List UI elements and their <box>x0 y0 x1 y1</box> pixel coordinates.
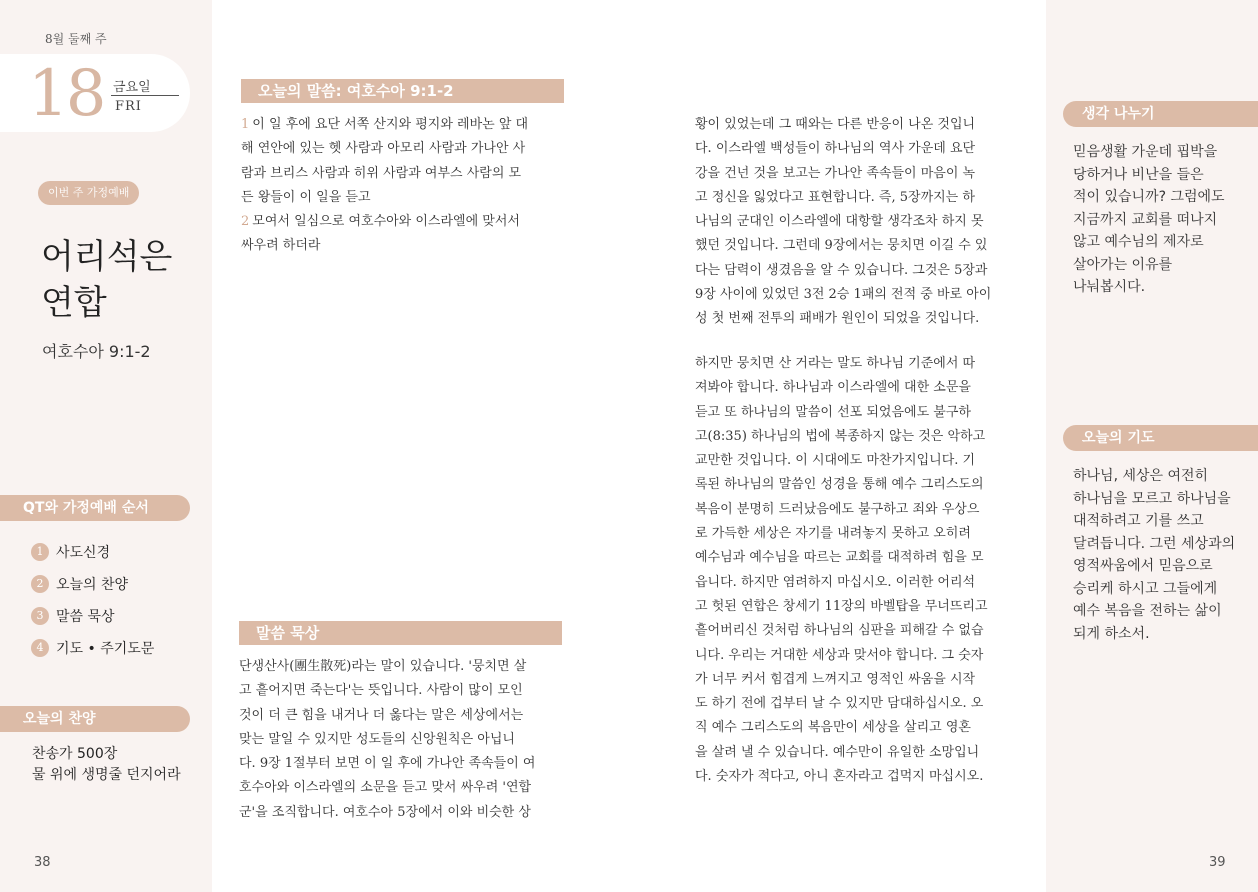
verse-number: 1 <box>241 117 250 132</box>
share-line: 당하거나 비난을 들은 <box>1073 166 1204 183</box>
prayer-line: 대적하려고 기를 쓰고 <box>1073 513 1204 529</box>
order-item <box>31 606 115 626</box>
prayer-line: 달려듭니다. 그런 세상과의 <box>1073 535 1236 552</box>
page-number-left: 38 <box>34 855 51 870</box>
meditation-line: 다. 9장 1절부터 보면 이 일 후에 가나안 족속들이 여 <box>239 756 536 772</box>
meditation-line: 가 너무 커서 힘겹게 느껴지고 영적인 싸움을 시작 <box>695 671 976 687</box>
meditation-line: 고 헛된 연합은 창세기 11장의 바벨탑을 무너뜨리고 <box>695 598 988 614</box>
meditation-line: 다. 숫자가 적다고, 아니 혼자라고 겁먹지 마십시오. <box>695 769 984 785</box>
share-line: 믿음생활 가운데 핍박을 <box>1073 144 1218 160</box>
share-line: 살아가는 이유를 <box>1073 256 1173 273</box>
date-divider <box>111 95 179 96</box>
day-of-week-korean: 금요일 <box>113 80 151 95</box>
order-item-label: 말씀 묵상 <box>56 609 115 625</box>
order-number-badge: 2 <box>31 575 49 593</box>
scripture-text <box>241 113 564 259</box>
prayer-line: 예수 복음을 전하는 삶이 <box>1073 603 1222 619</box>
meditation-column-1 <box>239 655 564 825</box>
meditation-column-2-para-2 <box>695 352 1017 789</box>
prayer-line: 되게 하소서. <box>1073 625 1150 642</box>
prayer-line: 하나님, 세상은 여전히 <box>1073 468 1209 484</box>
meditation-line: 성 첫 번째 전투의 패배가 원인이 되었을 것입니다. <box>695 311 980 327</box>
share-line: 지금까지 교회를 떠나지 <box>1073 211 1218 228</box>
meditation-line: 강을 건넌 것을 보고는 가나안 족속들이 마음이 녹 <box>695 165 976 181</box>
verse-line: 싸우려 하더라 <box>241 238 321 254</box>
hymn-text <box>32 744 181 786</box>
meditation-column-2-para-1 <box>695 113 1017 332</box>
meditation-line: 고 흩어지면 죽는다'는 뜻입니다. 사람이 많이 모인 <box>239 683 523 699</box>
meditation-line: 하지만 뭉치면 산 거라는 말도 하나님 기준에서 따 <box>695 356 976 371</box>
prayer-text <box>1073 465 1235 645</box>
meditation-line: 로 가득한 세상은 자기를 내려놓지 못하고 오히려 <box>695 526 971 542</box>
meditation-line: 했던 것입니다. 그런데 9장에서는 뭉치면 이길 수 있 <box>695 238 988 254</box>
order-item-label: 사도신경 <box>56 545 111 561</box>
order-item <box>31 574 128 594</box>
verse-line: 2 모여서 일심으로 여호수아와 이스라엘에 맞서서 <box>241 214 520 230</box>
meditation-line: 직 예수 그리스도의 복음만이 세상을 살리고 영혼 <box>695 720 971 736</box>
week-label: 8월 둘째 주 <box>45 32 107 46</box>
order-item-label: 기도 • 주기도문 <box>56 641 155 657</box>
meditation-line: 니다. 우리는 거대한 세상과 맞서야 합니다. 그 숫자 <box>695 647 984 663</box>
hymn-line: 물 위에 생명줄 던지어라 <box>32 767 181 783</box>
meditation-line: 예수님과 예수님을 따르는 교회를 대적하려 힘을 모 <box>695 550 984 566</box>
verse-line: 해 연안에 있는 헷 사람과 아모리 사람과 가나안 사 <box>241 141 526 157</box>
title-line: 연합 <box>41 283 107 323</box>
share-line: 적이 있습니까? 그럼에도 <box>1073 189 1225 205</box>
page-number-right: 39 <box>1209 855 1226 870</box>
title-line: 어리석은 <box>41 237 173 277</box>
hymn-line: 찬송가 500장 <box>32 746 118 762</box>
order-number-badge: 1 <box>31 543 49 561</box>
meditation-line: 9장 사이에 있었던 3전 2승 1패의 전적 중 바로 아이 <box>695 287 992 303</box>
page-title <box>41 234 201 326</box>
meditation-line: 읍니다. 하지만 염려하지 마십시오. 이러한 어리석 <box>695 574 976 590</box>
order-number-badge: 3 <box>31 607 49 625</box>
verse-line: 든 왕들이 이 일을 듣고 <box>241 189 371 205</box>
meditation-line: 것이 더 큰 힘을 내거나 더 옳다는 말은 세상에서는 <box>239 707 524 723</box>
prayer-line: 승리케 하시고 그들에게 <box>1073 580 1218 597</box>
order-header: QT와 가정예배 순서 <box>0 495 190 521</box>
meditation-line: 도 하기 전에 겁부터 날 수 있지만 담대하십시오. 오 <box>695 696 984 712</box>
prayer-line: 하나님을 모르고 하나님을 <box>1073 490 1231 507</box>
day-of-week-english: FRI <box>115 99 142 114</box>
order-item <box>31 542 110 562</box>
share-line: 않고 예수님의 제자로 <box>1073 234 1204 250</box>
share-line: 나눠봅시다. <box>1073 279 1146 295</box>
order-item-label: 오늘의 찬양 <box>56 577 129 593</box>
meditation-line: 호수아와 이스라엘의 소문을 듣고 맞서 싸우려 '연합 <box>239 780 532 796</box>
family-worship-badge: 이번 주 가정예배 <box>38 181 139 205</box>
meditation-line: 다는 담력이 생겼음을 알 수 있습니다. 그것은 5장과 <box>695 262 988 278</box>
prayer-header: 오늘의 기도 <box>1063 425 1258 451</box>
word-header: 오늘의 말씀: 여호수아 9:1-2 <box>241 79 564 103</box>
meditation-line: 흩어버리신 것처럼 하나님의 심판을 피해갈 수 없습 <box>695 623 984 639</box>
meditation-line: 맞는 말일 수 있지만 성도들의 신앙원칙은 아닙니 <box>239 731 515 747</box>
hymn-header: 오늘의 찬양 <box>0 706 190 732</box>
prayer-line: 영적싸움에서 믿음으로 <box>1073 558 1213 574</box>
meditation-line: 고(8:35) 하나님의 법에 복종하지 않는 것은 악하고 <box>695 428 986 444</box>
meditation-line: 복음이 분명히 드러났음에도 불구하고 죄와 우상으 <box>695 501 980 517</box>
order-number-badge: 4 <box>31 639 49 657</box>
share-header: 생각 나누기 <box>1063 101 1258 127</box>
meditation-line: 나님의 군대인 이스라엘에 대항할 생각조차 하지 못 <box>695 214 984 230</box>
meditation-line: 을 살려 낼 수 있습니다. 예수만이 유일한 소망입니 <box>695 744 980 760</box>
meditation-line: 교만한 것입니다. 이 시대에도 마찬가지입니다. 기 <box>695 453 976 469</box>
verse-number: 2 <box>241 214 250 230</box>
day-number: 18 <box>28 57 104 131</box>
meditation-line: 져봐야 합니다. 하나님과 이스라엘에 대한 소문을 <box>695 380 971 396</box>
meditation-line: 다. 이스라엘 백성들이 하나님의 역사 가운데 요단 <box>695 141 976 157</box>
meditation-line: 듣고 또 하나님의 말씀이 선포 되었음에도 불구하 <box>695 404 971 420</box>
order-item <box>31 638 154 658</box>
meditation-header: 말씀 묵상 <box>239 621 562 645</box>
scripture-reference: 여호수아 9:1-2 <box>42 342 151 361</box>
meditation-line: 고 정신을 잃었다고 표현합니다. 즉, 5장까지는 하 <box>695 189 975 205</box>
meditation-line: 록된 하나님의 말씀인 성경을 통해 예수 그리스도의 <box>695 477 984 493</box>
meditation-line: 단생산사(團生散死)라는 말이 있습니다. '뭉치면 살 <box>239 659 527 674</box>
verse-line: 1 이 일 후에 요단 서쪽 산지와 평지와 레바논 앞 대 <box>241 117 529 132</box>
verse-line: 람과 브리스 사람과 히위 사람과 여부스 사람의 모 <box>241 165 522 181</box>
share-text <box>1073 141 1225 299</box>
meditation-line: 군'을 조직합니다. 여호수아 5장에서 이와 비슷한 상 <box>239 804 531 820</box>
meditation-line: 황이 있었는데 그 때와는 다른 반응이 나온 것입니 <box>695 117 976 132</box>
